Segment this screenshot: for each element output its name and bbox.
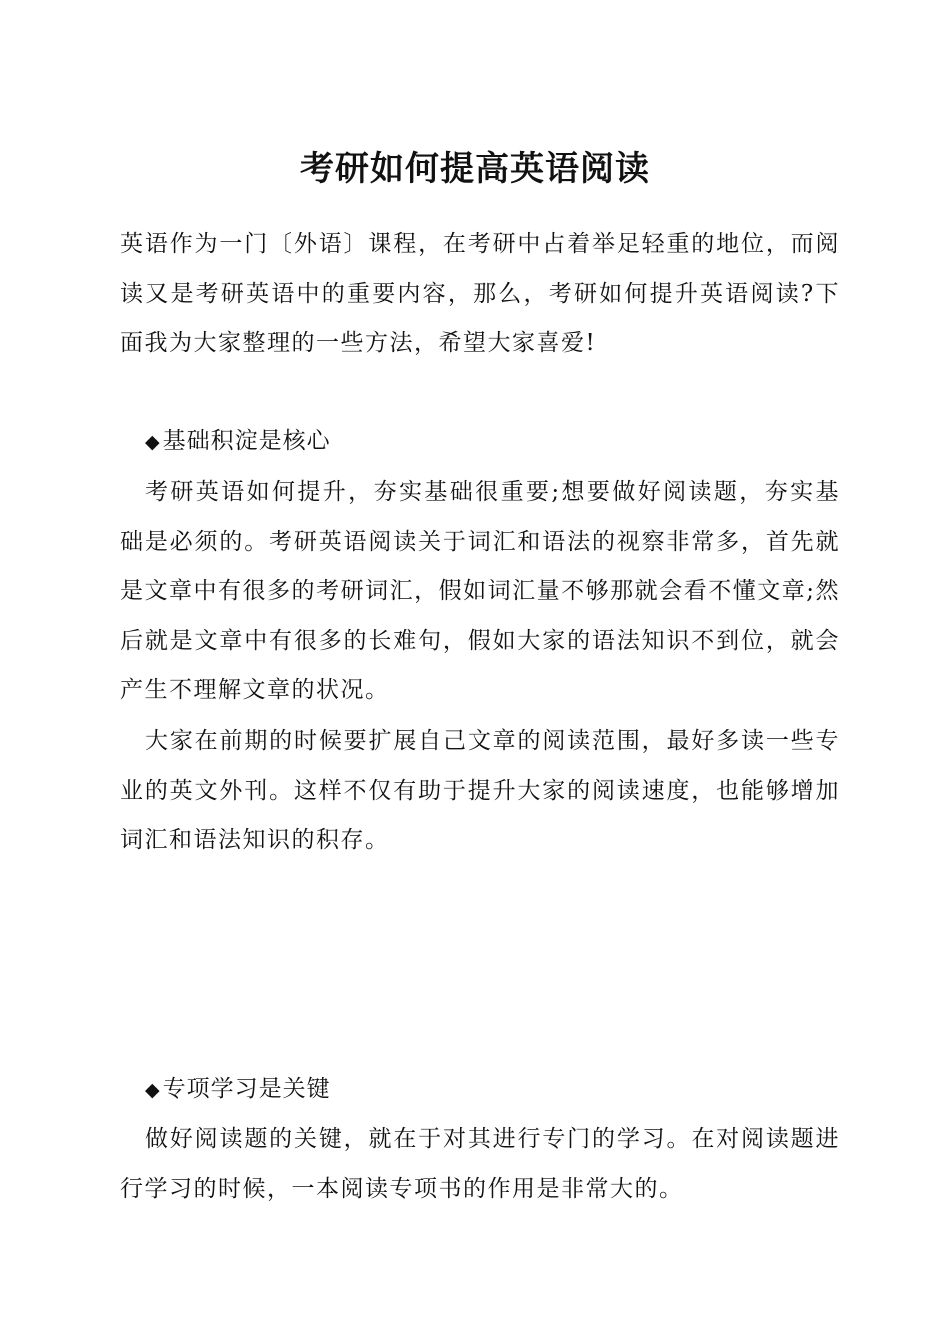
section-paragraph: 大家在前期的时候要扩展自己文章的阅读范围，最好多读一些专业的英文外刊。这样不仅有助于提升大家的阅读速度，也能够增加词汇和语法知识的积存。 <box>120 728 840 853</box>
section-heading-label: 基础积淀是核心 <box>162 428 331 454</box>
intro-paragraph: 英语作为一门〔外语〕课程，在考研中占着举足轻重的地位，而阅读又是考研英语中的重要内容，那么，考研如何提升英语阅读?下面我为大家整理的一些方法，希望大家喜爱! <box>120 231 840 356</box>
diamond-bullet-icon: ◆ <box>145 1079 161 1101</box>
section-paragraph: 做好阅读题的关键，就在于对其进行专门的学习。在对阅读题进行学习的时候，一本阅读专项书的作用是非常大的。 <box>120 1126 840 1202</box>
section-heading-special-study <box>145 1069 331 1110</box>
section-heading-label: 专项学习是关键 <box>162 1076 331 1102</box>
document-title: 考研如何提高英语阅读 <box>300 149 650 189</box>
section-heading-foundation <box>145 421 331 462</box>
diamond-bullet-icon: ◆ <box>145 431 161 453</box>
section-paragraph: 考研英语如何提升，夯实基础很重要;想要做好阅读题，夯实基础是必须的。考研英语阅读关于词汇和语法的视察非常多，首先就是文章中有很多的考研词汇，假如词汇量不够那就会看不懂文章;然后就是文章中有很多的长难句，假如大家的语法知识不到位，就会产生不理解文章的状况。 <box>120 479 840 703</box>
